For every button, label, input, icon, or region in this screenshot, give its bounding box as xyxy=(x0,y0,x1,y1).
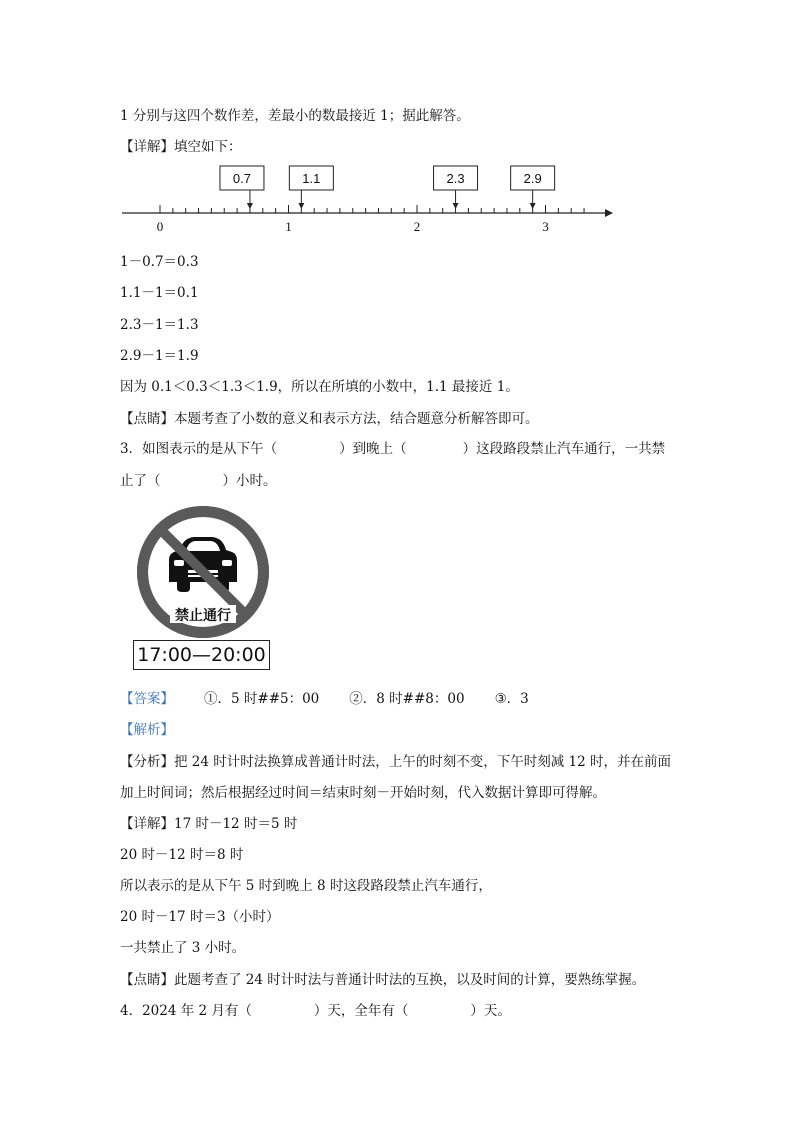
answer-label: 【答案】 xyxy=(120,691,174,707)
sign-text: 禁止通行 xyxy=(175,608,231,624)
q4-text-pre: 4．2024 年 2 月有（ xyxy=(120,1003,252,1019)
answer-3: ③．3 xyxy=(494,691,529,707)
detail-heading: 【详解】填空如下： xyxy=(120,139,242,155)
analysis-line: 加上时间词；然后根据经过时间＝结束时刻－开始时刻，代入数据计算即可得解。 xyxy=(120,785,606,801)
answer-box-label: 2.3 xyxy=(446,171,465,186)
answer-1: ①．5 时##5：00 xyxy=(204,691,320,707)
answer-box-label: 0.7 xyxy=(232,171,251,186)
question-3-line-2 xyxy=(120,469,277,489)
answer-box-label: 1.1 xyxy=(302,171,321,186)
q4-text-post: ）天。 xyxy=(470,1003,511,1019)
calc-line: 1－0.7＝0.3 xyxy=(120,254,199,270)
question-3-line-1 xyxy=(120,437,665,457)
tick-label: 2 xyxy=(413,219,421,234)
pointer-arrow-icon xyxy=(453,203,459,209)
analysis-heading: 【解析】 xyxy=(120,722,174,738)
detail-line: 20 时－12 时＝8 时 xyxy=(120,847,244,863)
no-car-icon xyxy=(128,500,278,645)
tick-label: 3 xyxy=(542,219,549,234)
time-range: 17:00—20:00 xyxy=(137,644,266,666)
q4-text-mid: ）天，全年有（ xyxy=(313,1003,409,1019)
q3-text-mid: ）到晚上（ xyxy=(339,441,407,457)
calc-line: 2.3－1＝1.3 xyxy=(120,317,199,333)
q3-text-post: ）小时。 xyxy=(222,473,277,489)
pointer-arrow-icon xyxy=(530,203,536,209)
pointer-arrow-icon xyxy=(247,203,253,209)
answer-box-label: 2.9 xyxy=(523,171,542,186)
tick-label: 0 xyxy=(156,219,164,234)
detail-line: 所以表示的是从下午 5 时到晚上 8 时这段路段禁止汽车通行， xyxy=(120,878,492,894)
time-range-box xyxy=(133,640,270,670)
number-line xyxy=(0,160,793,240)
text-line: 1 分别与这四个数作差，差最小的数最接近 1；据此解答。 xyxy=(120,108,470,124)
question-4-line xyxy=(120,999,511,1019)
analysis-line: 【分析】把 24 时计时法换算成普通计时法，上午的时刻不变，下午时刻减 12 时，并在前面 xyxy=(120,754,672,770)
detail-line: 【详解】17 时－12 时＝5 时 xyxy=(120,816,298,832)
detail-line: 20 时－17 时＝3（小时） xyxy=(120,909,280,925)
remark-line: 【点睛】本题考查了小数的意义和表示方法，结合题意分析解答即可。 xyxy=(120,411,539,427)
pointer-arrow-icon xyxy=(298,203,304,209)
detail-line: 一共禁止了 3 小时。 xyxy=(120,940,246,956)
q3-text-pre: 3．如图表示的是从下午（ xyxy=(120,441,278,457)
answer-line xyxy=(120,687,529,707)
arrow-icon xyxy=(605,209,613,217)
remark-line: 【点睛】此题考查了 24 时计时法与普通计时法的互换，以及时间的计算，要熟练掌握。 xyxy=(120,972,646,988)
calc-line: 1.1－1＝0.1 xyxy=(120,285,199,301)
calc-line: 2.9－1＝1.9 xyxy=(120,348,199,364)
tick-label: 1 xyxy=(285,219,292,234)
conclusion-line: 因为 0.1＜0.3＜1.3＜1.9，所以在所填的小数中，1.1 最接近 1。 xyxy=(120,379,519,395)
q3-text-post: ）这段路段禁止汽车通行，一共禁 xyxy=(462,441,666,457)
answer-2: ②．8 时##8：00 xyxy=(349,691,465,707)
q3-text-pre: 止了（ xyxy=(120,473,161,489)
